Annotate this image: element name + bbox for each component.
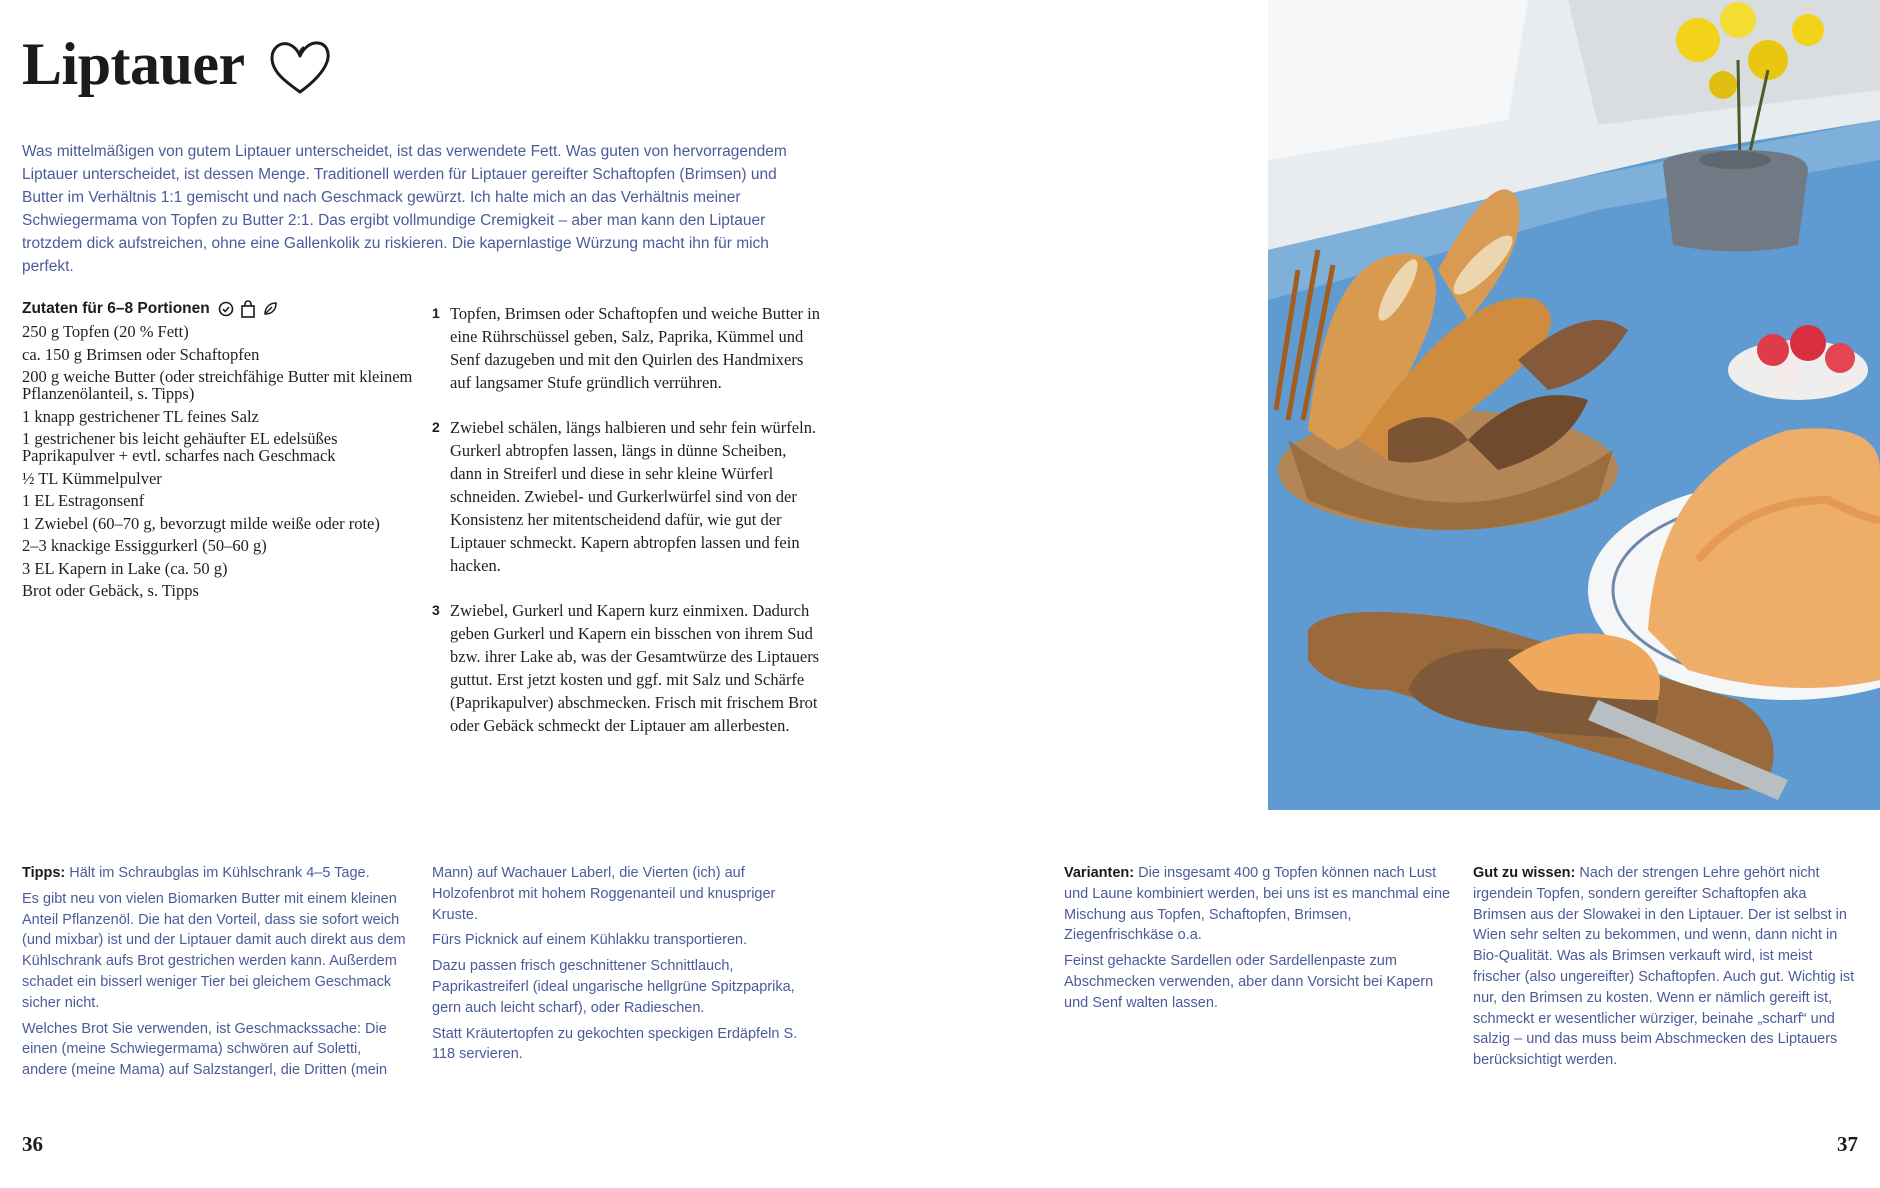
ingredient-item: 200 g weiche Butter (oder streichfähige Butter mit kleinem Pflanzenölanteil, s. Tipps)	[22, 367, 413, 403]
ingredients-list	[22, 323, 422, 605]
ingredient-item: 1 knapp gestrichener TL feines Salz	[22, 406, 259, 426]
good-to-know-label: Gut zu wissen:	[1473, 865, 1576, 881]
tips-paragraph: Fürs Picknick auf einem Kühlakku transportieren.	[432, 932, 748, 949]
steps-list	[432, 302, 822, 759]
step-text: Zwiebel, Gurkerl und Kapern kurz einmixen. Dadurch geben Gurkerl und Kapern ein bisschen von ihrem Sud bzw. ihrer Lake ab, was der Gesamtwürze des Liptauers guttut. Erst jetzt kosten und ggf. mit Salz und Schärfe (Paprikapulver) abschmecken. Frisch mit frischem Brot oder Gebäck schmeckt der Liptauer am allerbesten.	[450, 601, 820, 735]
ingredient-item: ca. 150 g Brimsen oder Schaftopfen	[22, 344, 260, 364]
page-title: Liptauer	[22, 31, 245, 97]
ingredients-heading-text: Zutaten für 6–8 Portionen	[22, 300, 210, 317]
ingredient-item: 1 EL Estragonsenf	[22, 491, 145, 510]
step-item	[432, 302, 822, 394]
step-item	[432, 599, 822, 737]
variants-label: Varianten:	[1064, 865, 1135, 881]
page-number-left: 36	[22, 1132, 43, 1156]
tips-column-1	[22, 863, 407, 1086]
ingredient-item: 250 g Topfen (20 % Fett)	[22, 322, 189, 341]
ingredients-heading	[22, 300, 278, 318]
tips-paragraph: Mann) auf Wachauer Laberl, die Vierten (ich) auf Holzofenbrot mit hohem Roggenanteil und knuspriger Kruste.	[432, 865, 776, 923]
intro-text: Was mittelmäßigen von gutem Liptauer unterscheidet, ist das verwendete Fett. Was guten von hervorragendem Liptauer unterscheidet, ist dessen Menge. Traditionell werden für Liptauer gereifter Schaftopfen (Brimsen) und Butter im Verhältnis 1:1 gemischt und nach Geschmack gewürzt. Ich halte mich an das Verhältnis meiner Schwiegermama von Topfen zu Butter 2:1. Das ergibt vollmundige Cremigkeit – aber man kann den Liptauer trotzdem dick aufstreichen, ohne eine Gallenkolik zu riskieren. Die kapernlastige Würzung macht ihn für mich perfekt.	[22, 143, 787, 275]
variants-paragraph: Feinst gehackte Sardellen oder Sardellenpaste zum Abschmecken verwenden, aber dann Vorsicht bei Kapern und Senf walten lassen.	[1064, 953, 1434, 1011]
page-number-right: 37	[1837, 1132, 1858, 1156]
ingredient-item: Brot oder Gebäck, s. Tipps	[22, 581, 199, 600]
tips-paragraph: Es gibt neu von vielen Biomarken Butter mit einem kleinen Anteil Pflanzenöl. Die hat den Vorteil, dass sie sofort weich (und mixbar) ist und der Liptauer damit auch direkt aus dem Kühlschrank aufs Brot gestrichen werden kann. Außerdem schadet ein bisserl weniger Tier bei gleichem Geschmack sicher nicht.	[22, 890, 406, 1011]
tips-paragraph: Welches Brot Sie verwenden, ist Geschmackssache: Die einen (meine Schwiegermama) schwören auf Soletti, andere (meine Mama) auf Salzstangerl, die Dritten (mein	[22, 1020, 388, 1079]
good-to-know-column	[1473, 863, 1863, 1076]
leaf-icon	[262, 301, 278, 317]
step-number: 3	[432, 602, 440, 618]
variants-first	[1064, 863, 1454, 946]
ingredient-item: 1 gestrichener bis leicht gehäufter EL edelsüßes Paprikapulver + evtl. scharfes nach Geschmack	[22, 429, 338, 465]
variants-column	[1064, 863, 1454, 1019]
liptauer-photo	[1268, 0, 1880, 810]
tips-paragraph: Statt Kräutertopfen zu gekochten speckigen Erdäpfeln S. 118 servieren.	[432, 1025, 798, 1063]
tips-label: Tipps:	[22, 865, 66, 881]
check-circle-icon	[218, 301, 234, 317]
tips-first	[22, 863, 407, 884]
ingredient-item: 3 EL Kapern in Lake (ca. 50 g)	[22, 558, 228, 578]
step-number: 2	[432, 419, 440, 435]
step-text: Zwiebel schälen, längs halbieren und sehr fein würfeln. Gurkerl abtropfen lassen, längs in dünne Scheiben, dann in Streiferl und diese in sehr kleine Würferl schneiden. Zwiebel- und Gurkerlwürfel sind von der Konsistenz her mitentscheidend dafür, wie gut der Liptauer schmeckt. Kapern abtropfen lassen und fein hacken.	[450, 418, 817, 575]
step-item	[432, 416, 822, 577]
heart-icon	[266, 38, 334, 98]
step-text: Topfen, Brimsen oder Schaftopfen und weiche Butter in eine Rührschüssel geben, Salz, Paprika, Kümmel und Senf dazugeben und mit den Quirlen des Handmixers auf langsamer Stufe gründlich verrühren.	[450, 304, 820, 392]
ingredient-item: ½ TL Kümmelpulver	[22, 468, 162, 488]
tips-column-2	[432, 863, 822, 1070]
diet-icons	[218, 300, 278, 318]
step-number: 1	[432, 305, 440, 321]
variants-first-text: Die insgesamt 400 g Topfen können nach Lust und Laune kombiniert werden, bei uns ist es manchmal eine Mischung aus Topfen, Schaftopfen, Brimsen, Ziegenfrischkäse o.a.	[1064, 865, 1451, 944]
ingredient-item: 2–3 knackige Essiggurkerl (50–60 g)	[22, 536, 267, 555]
tips-paragraph: Dazu passen frisch geschnittener Schnittlauch, Paprikastreiferl (ideal ungarische hellgrüne Spitzpaprika, gern auch leicht scharf), oder Radieschen.	[432, 958, 795, 1016]
ingredient-item: 1 Zwiebel (60–70 g, bevorzugt milde weiße oder rote)	[22, 513, 380, 533]
good-to-know-paragraph	[1473, 863, 1863, 1071]
tips-first-text: Hält im Schraubglas im Kühlschrank 4–5 Tage.	[65, 865, 370, 881]
bag-icon	[240, 300, 256, 318]
good-to-know-text: Nach der strengen Lehre gehört nicht irgendein Topfen, sondern gereifter Schaftopfen aka Brimsen aus der Slowakei in den Liptauer. Der ist selbst in Wien sehr selten zu bekommen, und wenn, dann nicht in Bio-Qualität. Was als Brimsen verkauft wird, ist meist frischer (also ungereifter) Schaftopfen. Auch gut. Wichtig ist nur, den Brimsen zu kosten. Wenn er nämlich gereift ist, schmeckt er wesentlicher würziger, beinahe „scharf“ und salzig – und das muss beim Abschmecken des Liptauers berücksichtigt werden.	[1473, 865, 1855, 1069]
